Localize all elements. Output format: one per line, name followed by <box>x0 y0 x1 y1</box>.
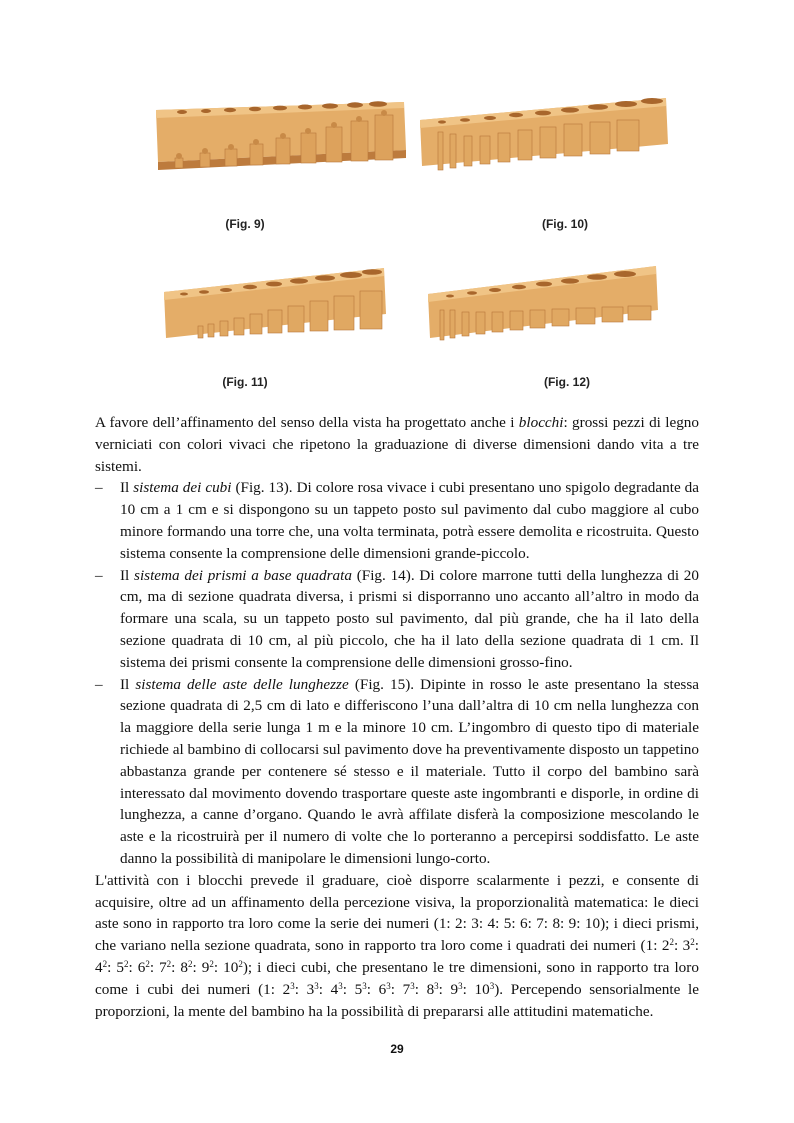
intro-text-end: : grossi pezzi di legno verniciati con colori vivaci che ripetono la graduazione di diverse dimensioni dando vita a tre sistemi. <box>95 414 699 475</box>
figure-12-caption: (Fig. 12) <box>543 375 590 389</box>
list-item-term: sistema delle aste delle lunghezze <box>135 675 349 693</box>
page-number: 29 <box>390 1042 404 1056</box>
intro-emphasis: blocchi <box>518 414 564 431</box>
figure-11-caption: (Fig. 11) <box>222 375 268 389</box>
figure-10-image <box>410 80 680 190</box>
list-item-cubes <box>95 477 699 564</box>
list-item-term: sistema dei prismi a base quadrata <box>134 566 352 584</box>
list-item-text: Il <box>120 566 135 584</box>
figure-9-image <box>142 80 412 190</box>
figure-9-caption: (Fig. 9) <box>225 217 265 231</box>
closing-paragraph: L'attività con i blocchi prevede il graduare, cioè disporre scalarmente i pezzi, e consente di acquisire, oltre ad un affinamento della percezione visiva, la proporzionalità matematica: le dieci aste sono in rapporto tra loro come la serie dei numeri (1: 2: 3: 4: 5: 6: 7: 8: 9: 10); i dieci prismi, che variano nella sezione quadrata, sono in rapporto tra loro come i quadrati dei numeri (1: $2^2$: $3^2$: $4^2$: $5^2$: $6^2$: $7^2$: $8^2$: $9^2$: $10^2$); i dieci cubi, che presentano le tre dimensioni, sono in rapporto tra loro come i cubi dei numeri (1: $2^3$: $3^3$: $4^3$: $5^3$: $6^3$: $7^3$: $8^3$: $9^3$: $10^3$). Percependo sensorialmente le proporzioni, la mente del bambino ha la possibilità di prepararsi alle attitudini matematiche. <box>95 871 699 1020</box>
body-text <box>95 412 699 1022</box>
list-item-text: (Fig. 15). Dipinte in rosso le aste presentano la stessa sezione quadrata di 2,5 cm di lato e differiscono l’una dall’altra di 10 cm nella lunghezza con la maggiore della serie lunga 1 m e la minore 10 cm. L’ingombro di questo tipo di materiale richiede al bambino di collocarsi sul pavimento dove ha preventivamente disposto un tappetino abbastanza grande per contenere sé stesso e il materiale. Tutto il corpo del bambino sarà interessato dal movimento dovendo trasportare queste aste ingombranti e disporle, in ordine di lunghezza, a canne d’organo. Quando le avrà affilate disferà la composizione mescolando le aste e la ricostruirà per il numero di volte che lo porteranno a percepirsi soddisfatto. Le aste danno la possibilità di manipolare le dimensioni lungo-corto. <box>120 675 699 867</box>
intro-paragraph <box>95 412 699 477</box>
list-item-text: Il <box>120 675 136 693</box>
list-item-text: (Fig. 13). Di colore rosa vivace i cubi presentano uno spigolo degradante da 10 cm a 1 cm e si dispongono su un tappeto posto sul pavimento dal cubo maggiore al cubo minore formando una torre che, una volta terminata, potrà essere demolita e ricostruita. Questo sistema consente la comprensione delle dimensioni grande-piccolo. <box>120 479 699 562</box>
dash-bullet <box>95 565 103 587</box>
figure-10-caption: (Fig. 10) <box>541 217 588 231</box>
dash-bullet <box>95 674 103 696</box>
list-item-prisms <box>95 565 699 674</box>
list-item-text: Il <box>120 479 134 497</box>
list-item-text: (Fig. 14). Di colore marrone tutti della lunghezza di 20 cm, ma di sezione quadrata diversa, i prismi si disporranno uno accanto all’altro in modo da formare una scala, su un tappeto posto sul pavimento, dal più grande, che ha il lato della sezione quadrata di 10 cm, al più piccolo, che ha il lato della sezione quadrata di 1 cm. Il sistema dei prismi consente la comprensione delle dimensioni grosso-fino. <box>120 566 699 671</box>
figure-12-image <box>420 254 665 354</box>
figure-11-image <box>158 254 398 354</box>
intro-text: A favore dell’affinamento del senso della vista ha progettato anche i <box>95 414 519 431</box>
dash-bullet <box>95 477 103 499</box>
list-item-term: sistema dei cubi <box>133 479 232 497</box>
list-item-rods <box>95 674 699 870</box>
